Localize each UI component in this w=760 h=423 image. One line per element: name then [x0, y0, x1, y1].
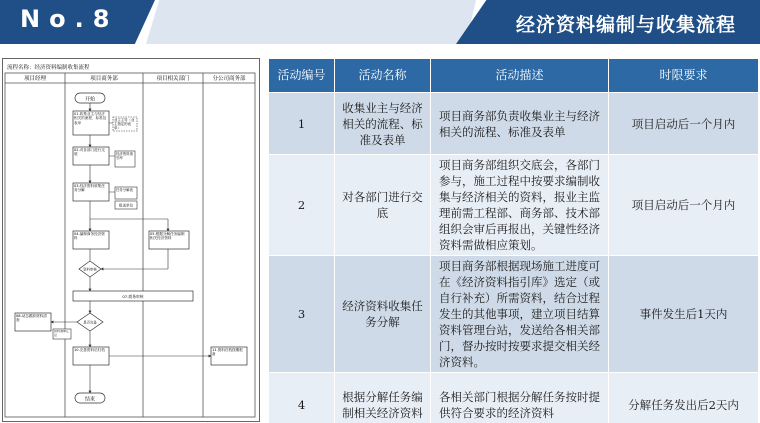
- flow-decision-09-label: 是否完备: [83, 320, 97, 325]
- flow-step-03-label: 03.经济资料收集任务分解: [74, 184, 105, 193]
- table-header-row: [269, 59, 759, 93]
- cell-desc: 项目商务部根据现场施工进度可在《经济资料指引库》选定（或自行补充）所需资料，结合过程发生的其他事项，建立项目结算资料管理台站，发送给各相关部门，督办按时按要求提交相关经济资料。: [431, 256, 609, 373]
- start-label: 开始: [84, 96, 96, 103]
- page-title: 经济资料编制与收集流程: [515, 14, 736, 36]
- table-row: [269, 373, 759, 423]
- col-header-desc: 活动描述: [431, 59, 609, 93]
- cell-id: 2: [269, 155, 335, 256]
- flow-note-08-label: 资料清单汇总: [54, 330, 70, 337]
- flow-step-07-label: 07.商务审核: [122, 294, 144, 299]
- lane-header: 项目相关部门: [156, 76, 190, 82]
- cell-name: 根据分解任务编制相关经济资料: [335, 373, 431, 423]
- flow-step-04-label: 04.编制商务经济资料: [74, 232, 105, 241]
- flow-note-03b-label: 报送单位: [118, 203, 134, 208]
- table-row: [269, 155, 759, 256]
- cell-time: 分解任务发出后2天内: [609, 373, 759, 423]
- flow-note-03-label: 任务分解表: [116, 188, 133, 192]
- cell-name: 对各部门进行交底: [335, 155, 431, 256]
- cell-time: 事件发生后1天内: [609, 256, 759, 373]
- col-header-time: 时限要求: [609, 59, 759, 93]
- header-divider-band: [146, 0, 476, 44]
- lane-header: 项目商务部: [90, 76, 118, 82]
- flow-step-11-label: 11.资料归档按期报备: [212, 348, 243, 357]
- table-row: [269, 256, 759, 373]
- cell-desc: 项目商务部负责收集业主与经济相关的流程、标准及表单: [431, 93, 609, 155]
- cell-id: 3: [269, 256, 335, 373]
- flow-step-08-label: 08.动态跟踪资料清查: [16, 314, 47, 323]
- cell-time: 项目启动后一个月内: [609, 155, 759, 256]
- cell-id: 4: [269, 373, 335, 423]
- flowchart-diagram: [3, 59, 259, 421]
- cell-id: 1: [269, 93, 335, 155]
- flow-step-10-label: 10.完善资料后归档: [74, 348, 105, 352]
- cell-desc: 各相关部门根据分解任务按时提供符合要求的经济资料: [431, 373, 609, 423]
- flow-step-02-label: 02.对各部门进行交底: [74, 148, 105, 157]
- lane-header: 分公司商务部: [212, 76, 246, 82]
- cell-name: 收集业主与经济相关的流程、标准及表单: [335, 93, 431, 155]
- flowchart-caption: 流程名称：经济资料编制收集流程: [7, 65, 90, 71]
- flow-note-01-label: 业主主导（业主指定的表单）: [114, 118, 135, 130]
- section-number: No.8: [20, 5, 119, 33]
- flow-decision-06-label: 资料审核: [83, 267, 97, 272]
- activity-table: [268, 58, 759, 423]
- col-header-id: 活动编号: [269, 59, 335, 93]
- flow-step-05-label: 05.根据分解任务编制相关经济资料: [150, 232, 185, 241]
- end-label: 结束: [84, 396, 96, 403]
- table-row: [269, 93, 759, 155]
- col-header-name: 活动名称: [335, 59, 431, 93]
- flow-step-01-label: 01.收集业主与经济相关的流程、标准及表单: [74, 112, 107, 125]
- lane-header: 项目经理: [23, 76, 47, 82]
- flowchart-panel: [2, 58, 260, 422]
- cell-desc: 项目商务部组织交底会，各部门参与，施工过程中按要求编制收集与经济相关的资料，报业主监理前需工程部、商务部、技术部组织会审后再报出，关键性经济资料需做相应策划。: [431, 155, 609, 256]
- flow-note-02-label: 经济资料指引库: [116, 152, 133, 160]
- cell-name: 经济资料收集任务分解: [335, 256, 431, 373]
- cell-time: 项目启动后一个月内: [609, 93, 759, 155]
